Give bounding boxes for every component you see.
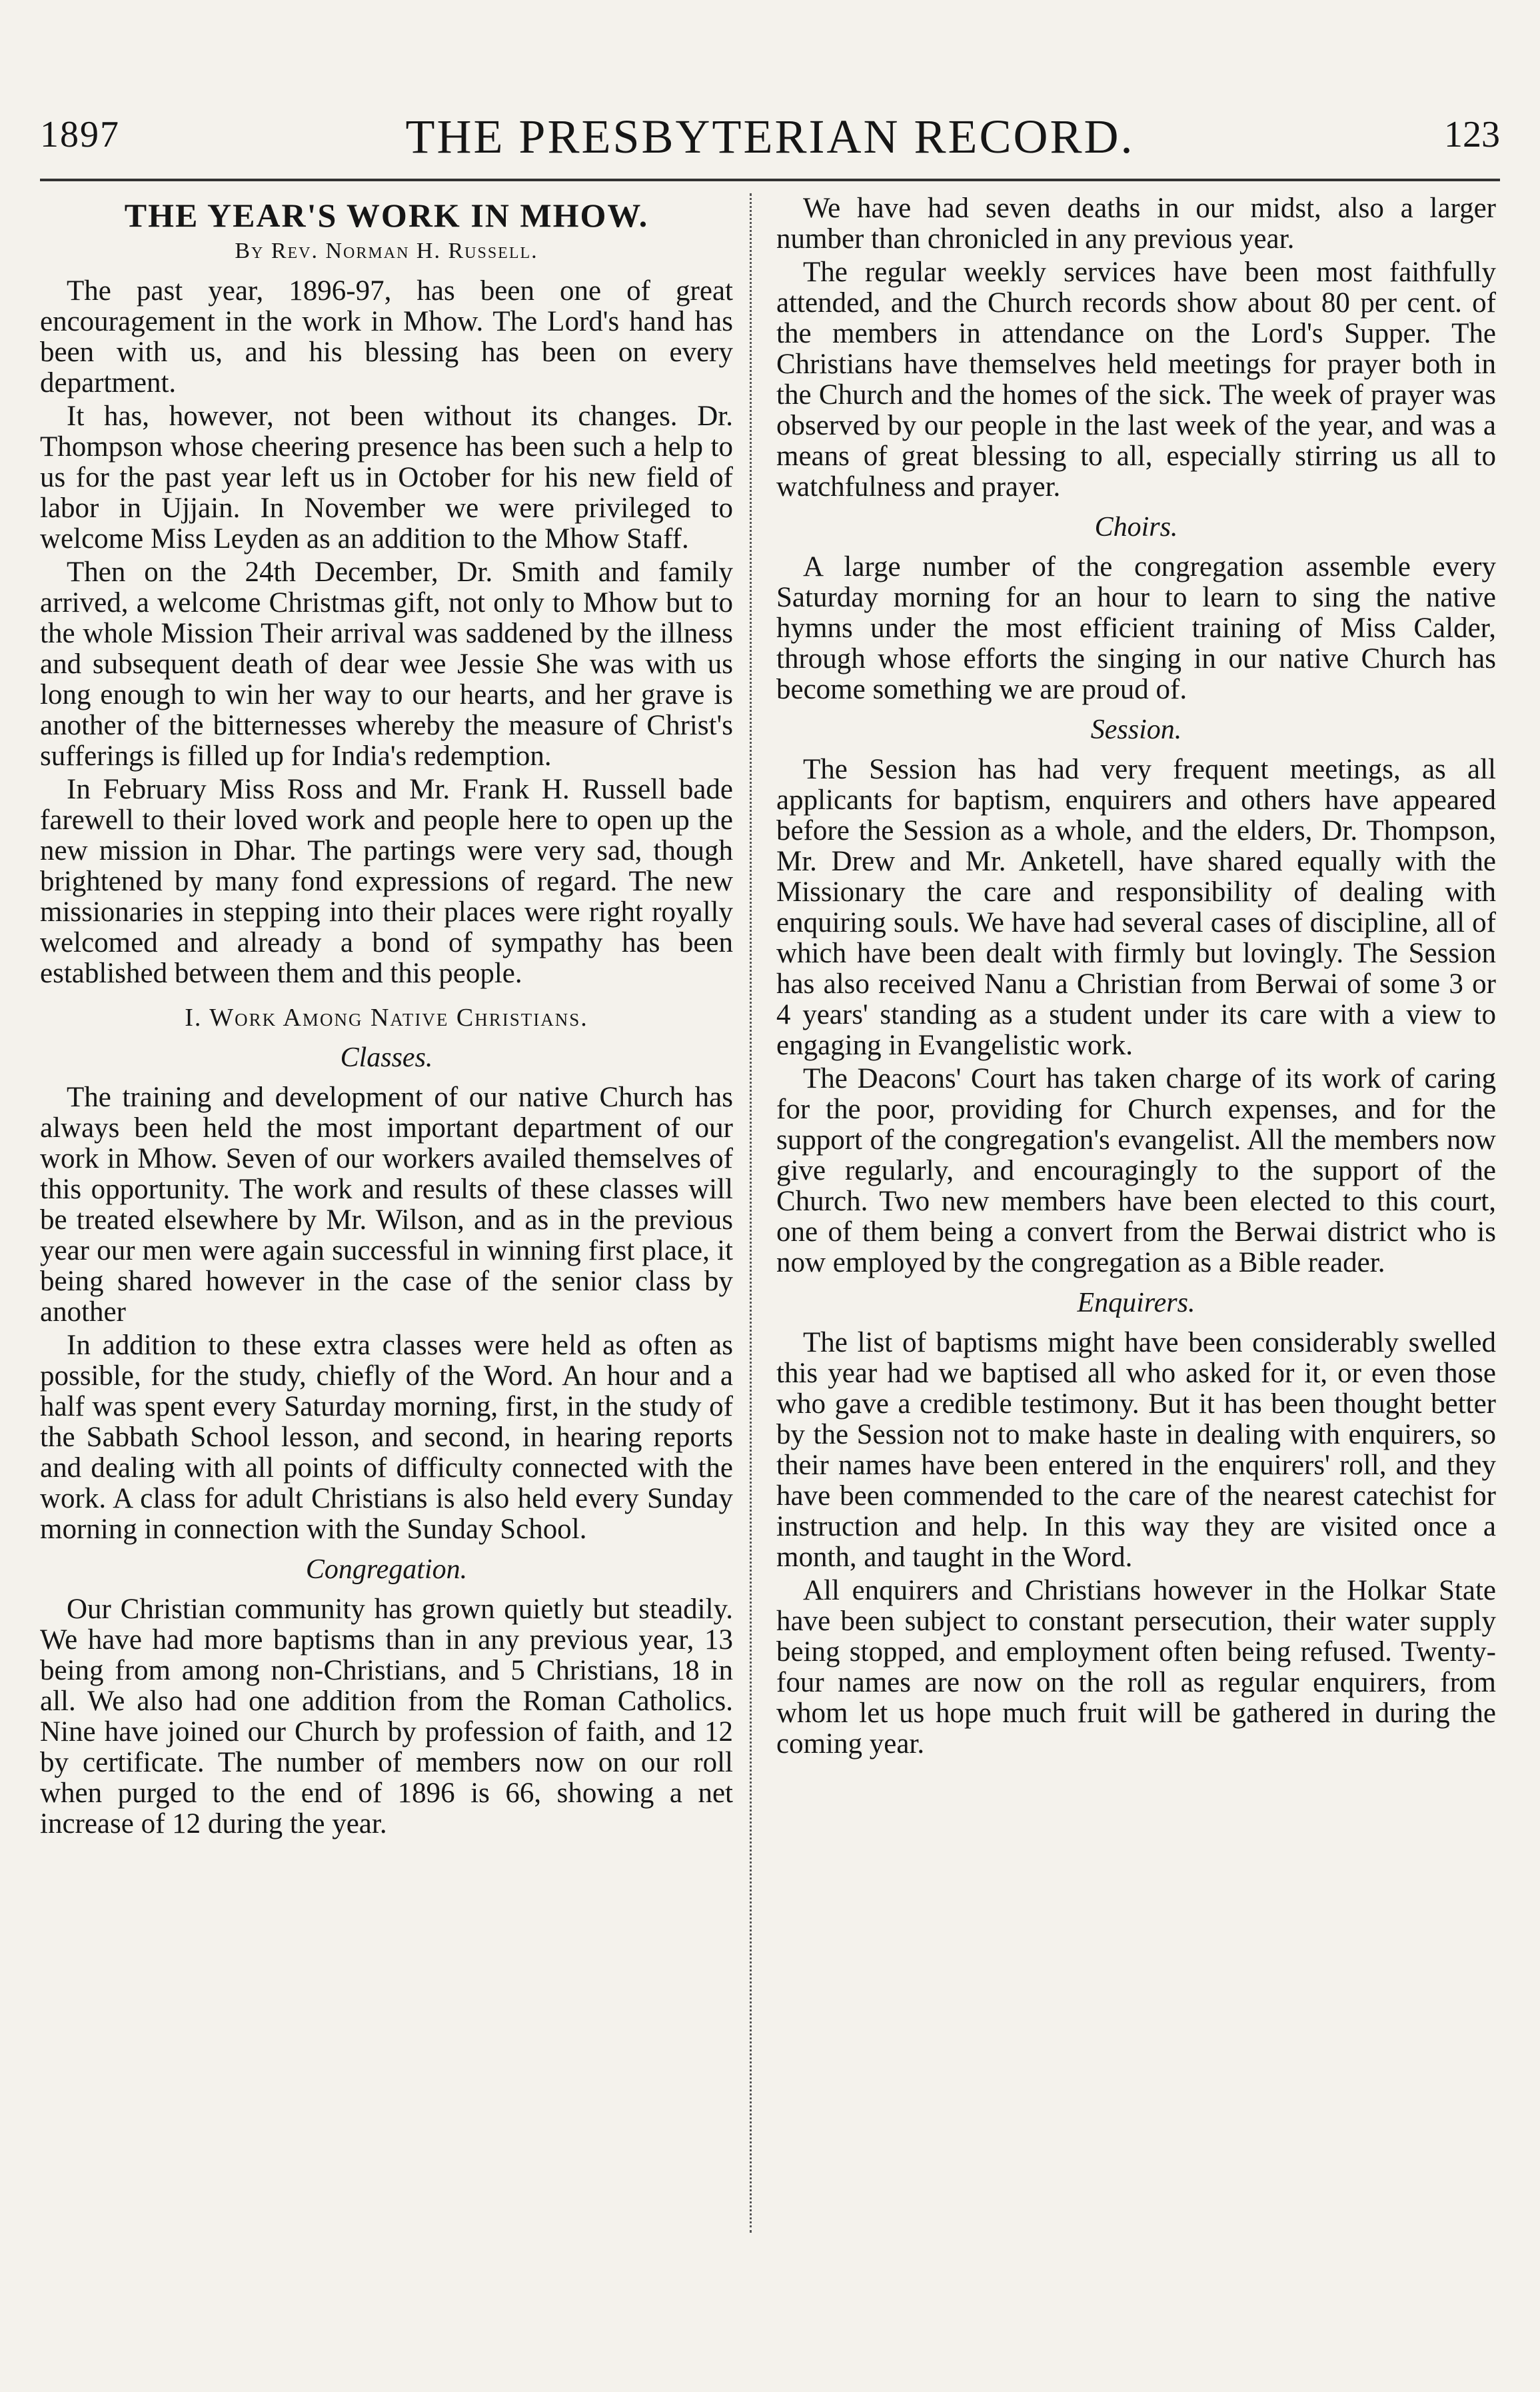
paragraph: The training and development of our native Church has always been held the most important department of our work in Mhow. Seven of our workers availed themselves of this opportunity. The work and results of these classes will be treated elsewhere by Mr. Wilson, and as in the previous year our men were again successful in winning first place, it being shared however in the case of the senior class by another: [40, 1082, 733, 1328]
right-column: [776, 193, 1496, 1762]
article-byline: By Rev. Norman H. Russell.: [235, 239, 538, 263]
column-divider: [750, 193, 752, 2233]
page-number: 123: [1444, 114, 1500, 155]
paragraph: The Session has had very frequent meetings, as all applicants for baptism, enquirers and others have appeared before the Session as a whole, and the elders, Dr. Thompson, Mr. Drew and Mr. Anketell, have shared equally with the Missionary the care and responsibility of dealing with enquiring souls. We have had several cases of discipline, all of which have been dealt with firmly but lovingly. The Session has also received Nanu a Christian from Berwai of some 3 or 4 years' standing as a student under its care with a view to engaging in Evangelistic work.: [776, 754, 1496, 1061]
subheading-choirs: Choirs.: [1094, 512, 1178, 543]
paragraph: In addition to these extra classes were held as often as possible, for the study, chiefly of the Word. An hour and a half was spent every Saturday morning, first, in the study of the Sabbath School lesson, and second, in hearing reports and dealing with all points of difficulty connected with the work. A class for adult Christians is also held every Sunday morning in connection with the Sunday School.: [40, 1330, 733, 1545]
page-header: [40, 100, 1500, 173]
paragraph: Our Christian community has grown quietly but steadily. We have had more baptisms than in any previous year, 13 being from among non-Christians, and 5 Christians, 18 in all. We also had one addition from the Roman Catholics. Nine have joined our Church by profession of faith, and 12 by certificate. The number of members now on our roll when purged to the end of 1896 is 66, showing a net increase of 12 during the year.: [40, 1594, 733, 1839]
paragraph: It has, however, not been without its changes. Dr. Thompson whose cheering presence has been such a help to us for the past year left us in October for his new field of labor in Ujjain. In November we were privileged to welcome Miss Leyden as an addition to the Mhow Staff.: [40, 401, 733, 555]
issue-year: 1897: [40, 114, 120, 155]
section-heading: I. Work Among Native Christians.: [185, 1004, 588, 1032]
subheading-session: Session.: [1090, 714, 1182, 745]
paragraph: We have had seven deaths in our midst, also a larger number than chronicled in any previous year.: [776, 193, 1496, 255]
paragraph: Then on the 24th December, Dr. Smith and family arrived, a welcome Christmas gift, not only to Mhow but to the whole Mission Their arrival was saddened by the illness and subsequent death of dear wee Jessie She was with us long enough to win her way to our hearts, and her grave is another of the bitternesses whereby the measure of Christ's sufferings is filled up for India's redemption.: [40, 557, 733, 772]
subheading-congregation: Congregation.: [305, 1554, 468, 1585]
header-rule: [40, 179, 1500, 181]
publication-title: THE PRESBYTERIAN RECORD.: [405, 110, 1135, 163]
paragraph: All enquirers and Christians however in the Holkar State have been subject to constant persecution, their water supply being stopped, and employment often being refused. Twenty-four names are now on the roll as regular enquirers, from whom let us hope much fruit will be gathered in during the coming year.: [776, 1575, 1496, 1760]
article-title: THE YEAR'S WORK IN MHOW.: [124, 197, 649, 234]
paragraph: A large number of the congregation assemble every Saturday morning for an hour to learn to sing the native hymns under the most efficient training of Miss Calder, through whose efforts the singing in our native Church has become something we are proud of.: [776, 551, 1496, 705]
paragraph: The past year, 1896-97, has been one of great encouragement in the work in Mhow. The Lord's hand has been with us, and his blessing has been on every department.: [40, 275, 733, 399]
subheading-classes: Classes.: [340, 1042, 433, 1073]
subheading-enquirers: Enquirers.: [1077, 1288, 1195, 1318]
left-column: [40, 193, 733, 1842]
paragraph: The list of baptisms might have been considerably swelled this year had we baptised all who asked for it, or even those who gave a credible testimony. But it has been thought better by the Session not to make haste in dealing with enquirers, so their names have been entered in the enquirers' roll, and they have been commended to the care of the nearest catechist for instruction and help. In this way they are visited once a month, and taught in the Word.: [776, 1327, 1496, 1573]
paragraph: The regular weekly services have been most faithfully attended, and the Church records show about 80 per cent. of the members in attendance on the Lord's Supper. The Christians have themselves held meetings for prayer both in the Church and the homes of the sick. The week of prayer was observed by our people in the last week of the year, and was a means of great blessing to all, especially stirring us all to watchfulness and prayer.: [776, 257, 1496, 503]
paragraph: The Deacons' Court has taken charge of its work of caring for the poor, providing for Church expenses, and for the support of the congregation's evangelist. All the members now give regularly, and encouragingly to the support of the Church. Two new members have been elected to this court, one of them being a convert from the Berwai district who is now employed by the congregation as a Bible reader.: [776, 1063, 1496, 1278]
paragraph: In February Miss Ross and Mr. Frank H. Russell bade farewell to their loved work and people here to open up the new mission in Dhar. The partings were very sad, though brightened by many fond expressions of regard. The new missionaries in stepping into their places were right royally welcomed and already a bond of sympathy has been established between them and this people.: [40, 774, 733, 989]
